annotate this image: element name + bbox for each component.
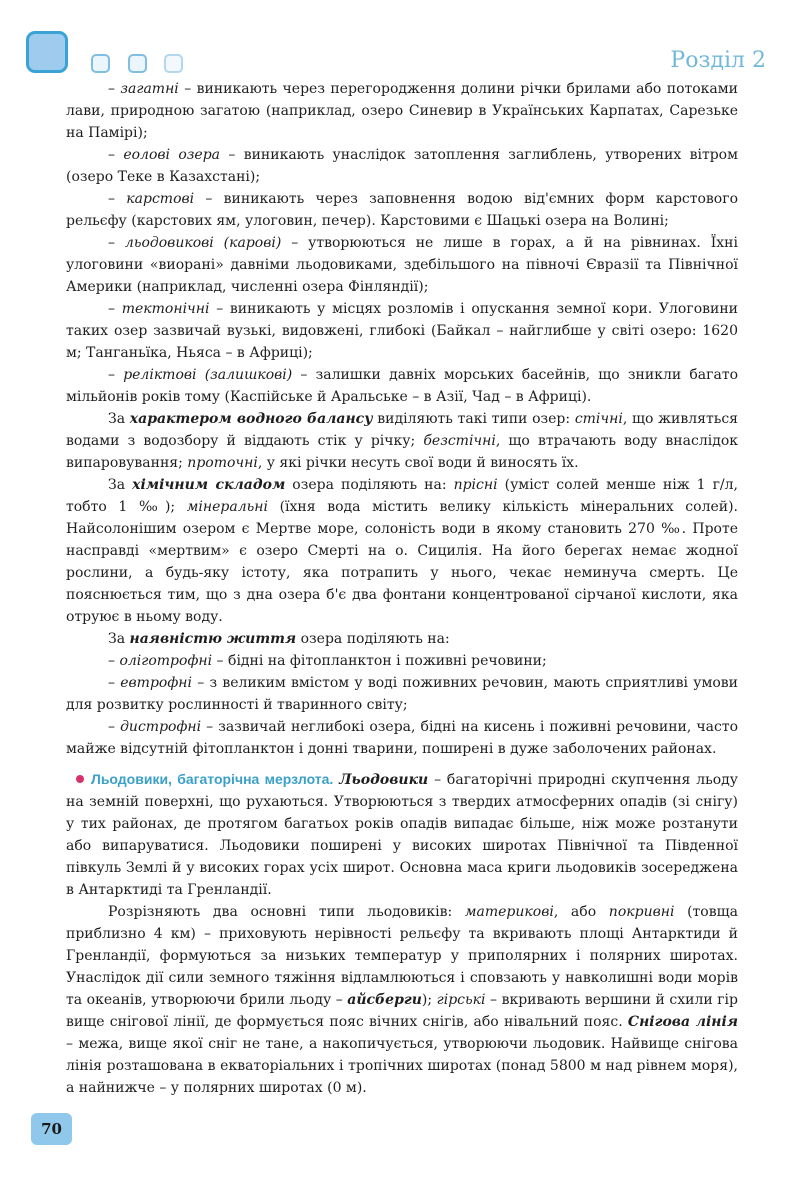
term: стічні [574, 411, 623, 427]
text-run: ); [421, 992, 437, 1008]
text-run: , у які річки несуть свої води й виносять їх. [257, 455, 579, 471]
life-type-item: – дистрофні – зазвичай неглибокі озера, бідні на кисень і поживні речовини, часто майже відсутній фітопланктон і донні тварини, поширені в дуже заболочених районах. [66, 719, 738, 757]
key-term: Снігова лінія [627, 1014, 738, 1030]
term: реліктові (залишкові) [123, 367, 293, 383]
life-type-item: – евтрофні – з великим вмістом у воді поживних речовин, мають сприятливі умови для розвитку рослинності й тваринного світу; [66, 675, 738, 713]
term: безстічні [423, 433, 496, 449]
chemical-composition-paragraph [66, 474, 738, 628]
text-run: – межа, вище якої сніг не тане, а накопичується, утворюючи льодовик. Найвище снігова лінія розташована в екваторіальних і тропічних широтах (понад 5800 м над рівнем моря), а найнижче – у полярних широтах (0 м). [66, 1036, 738, 1096]
definition: – залишки давніх морських басейнів, що зникли багато мільйонів років тому (Каспійське й Аральське – в Азії, Чад – в Африці). [66, 367, 738, 405]
term: материкові [464, 904, 554, 920]
text-run: озера поділяють на: [296, 631, 450, 647]
text-run: (товща приблизно 4 км) – приховують нерівності рельєфу та вкривають площі Антарктиди й Гренландії, формуються за низьких температур у приполярних і полярних широтах. Унаслідок дії сили земного тяжіння відламлюються і сповзають у навколишні води морів та океанів, утворюючи брили льоду – [66, 904, 738, 1008]
term: проточні [187, 455, 258, 471]
definition: – виникають через перегородження долини річки брилами або потоками лави, природною загатою (наприклад, озеро Синевир в Українських Карпатах, Сарезьке на Памірі); [66, 81, 738, 141]
key-term: наявністю життя [129, 631, 297, 647]
term: тектонічні [121, 301, 210, 317]
text-run: За [108, 411, 130, 427]
water-balance-paragraph [66, 408, 738, 474]
text-run: – вкривають вершини й схили гір вище снігової лінії, де формується пояс вічних снігів, або нівальний пояс. [66, 992, 738, 1030]
section-title: Льодовики, багаторічна мерзлота. [91, 771, 334, 787]
page-number: 70 [31, 1113, 72, 1145]
definition: – виникають у місцях розломів і опускання земної кори. Улоговини таких озер зазвичай вузькі, видовжені, глибокі (Байкал – найглибше у світі озеро: 1620 м; Танганьїка, Ньяса – в Африці); [66, 301, 738, 361]
page-body [66, 78, 738, 1099]
text-run: , що втрачають воду внаслідок випаровування; [66, 433, 738, 471]
term: загатні [120, 81, 179, 97]
lake-type-item: – льодовикові (карові) – утворюються не лише в горах, а й на рівнинах. Їхні улоговини «виорані» давніми льодовиками, здебільшого на півночі Євразії та Північної Америки (наприклад, численні озера Фінляндії); [66, 235, 738, 295]
section-bullet-icon [76, 775, 84, 783]
definition: – виникають унаслідок затоплення заглиблень, утворених вітром (озеро Теке в Казахстані); [66, 147, 739, 185]
text-run: За [108, 631, 130, 647]
definition: – утворюються не лише в горах, а й на рівнинах. Їхні улоговини «виорані» давніми льодовиками, здебільшого на півночі Євразії та Північної Америки (наприклад, численні озера Фінляндії); [66, 235, 738, 295]
lake-type-item: – еолові озера – виникають унаслідок затоплення заглиблень, утворених вітром (озеро Теке в Казахстані); [66, 147, 739, 185]
lake-type-item: – карстові – виникають через заповнення водою від'ємних форм карстового рельєфу (карстових ям, улоговин, печер). Карстовими є Шацькі озера на Волині; [66, 191, 739, 229]
definition: – бідні на фітопланктон і поживні речовини; [212, 653, 547, 669]
key-term: айсберги [347, 992, 422, 1008]
term: карстові [126, 191, 195, 207]
term: оліготрофні [119, 653, 213, 669]
term: мінеральні [186, 499, 268, 515]
definition: – виникають через заповнення водою від'ємних форм карстового рельєфу (карстових ям, улоговин, печер). Карстовими є Шацькі озера на Волині; [66, 191, 739, 229]
term: прісні [453, 477, 498, 493]
chapter-label: Розділ 2 [670, 48, 766, 73]
definition: – зазвичай неглибокі озера, бідні на кисень і поживні речовини, часто майже відсутній фітопланктон і донні тварини, поширені в дуже заболочених районах. [66, 719, 738, 757]
glacier-types-paragraph [66, 901, 738, 1099]
text-run: озера поділяють на: [285, 477, 454, 493]
term: льодовикові (карові) [124, 235, 282, 251]
key-term: характером водного балансу [129, 411, 373, 427]
key-term: Льодовики [339, 772, 429, 788]
term: дистрофні [120, 719, 202, 735]
term: евтрофні [120, 675, 193, 691]
text-run: (їхня вода містить велику кількість мінеральних солей). Найсолонішим озером є Мертве море, солоність води в якому становить 270 ‰. Проте насправді «мертвим» є озеро Смерті на о. Сицилія. На його берегах немає жодної рослини, а будь-яку істоту, яка потрапить у нього, чекає неминуча смерть. Це пояснюється тим, що з дна озера б'є два фонтани концентрованої сірчаної кислоти, яка отруює в ньому воду. [66, 499, 739, 625]
term: гірські [436, 992, 486, 1008]
definition: – з великим вмістом у воді поживних речовин, мають сприятливі умови для розвитку рослинності й тваринного світу; [66, 675, 738, 713]
text-run: Розрізняють два основні типи льодовиків: [108, 904, 465, 920]
life-type-item: – оліготрофні – бідні на фітопланктон і поживні речовини; [108, 653, 547, 669]
term: еолові озера [123, 147, 221, 163]
text-run: – багаторічні природні скупчення льоду на земній поверхні, що рухаються. Утворюються з твердих атмосферних опадів (зі снігу) у тих районах, де протягом багатьох років опадів випадає більше, ніж може розтанути або випаруватися. Льодовики поширені у високих широтах Північної та Південної півкуль Землі й у високих горах усіх широт. Основна маса криги льодовиків зосереджена в Антарктиді та Гренландії. [66, 772, 739, 898]
page-footer [0, 1099, 800, 1189]
header-decor-square [164, 54, 183, 73]
text-run: , або [553, 904, 609, 920]
text-run: , що живляться водами з водозбору й віддають стік у річку; [66, 411, 738, 449]
lake-type-item: – загатні – виникають через перегородження долини річки брилами або потоками лави, природною загатою (наприклад, озеро Синевир в Українських Карпатах, Сарезьке на Памірі); [66, 81, 738, 141]
text-run: виділяють такі типи озер: [372, 411, 575, 427]
spacer [66, 760, 738, 768]
term: покривні [608, 904, 675, 920]
text-run: (уміст солей менше ніж 1 г/л, тобто 1 ‰); [66, 477, 738, 515]
key-term: хімічним складом [132, 477, 286, 493]
life-presence-paragraph [66, 628, 738, 650]
text-run: За [108, 477, 133, 493]
lake-type-item: – реліктові (залишкові) – залишки давніх морських басейнів, що зникли багато мільйонів років тому (Каспійське й Аральське – в Азії, Чад – в Африці). [66, 367, 738, 405]
header-decor-square [128, 54, 147, 73]
lake-type-item: – тектонічні – виникають у місцях розломів і опускання земної кори. Улоговини таких озер зазвичай вузькі, видовжені, глибокі (Байкал – найглибше у світі озеро: 1620 м; Танганьїка, Ньяса – в Африці); [66, 301, 738, 361]
header-decor-square-large [26, 31, 68, 73]
glaciers-paragraph [66, 768, 738, 901]
page-header [0, 0, 800, 78]
header-decor-square [91, 54, 110, 73]
